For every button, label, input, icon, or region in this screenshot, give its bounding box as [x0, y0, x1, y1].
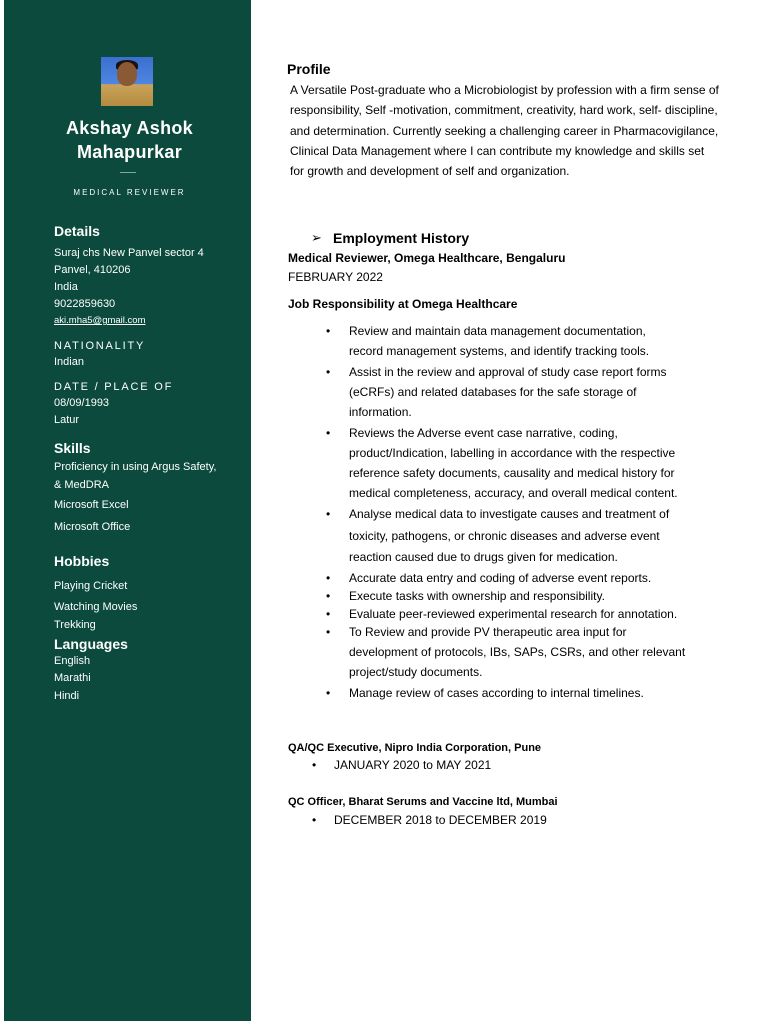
responsibility-line: (eCRFs) and related databases for the safe storage of	[349, 385, 637, 399]
bullet-icon: •	[326, 507, 331, 521]
avatar-face	[117, 62, 137, 86]
language-item: Marathi	[54, 672, 91, 684]
bullet-icon: •	[326, 426, 331, 440]
bullet-icon: •	[312, 813, 317, 827]
skill-item: Microsoft Office	[54, 521, 131, 533]
hobbies-heading: Hobbies	[54, 553, 110, 569]
responsibility-line: product/Indication, labelling in accordance with the respective	[349, 446, 676, 460]
hobby-item: Playing Cricket	[54, 580, 128, 592]
responsibility-line: Manage review of cases according to internal timelines.	[349, 686, 644, 700]
birthplace-value: Latur	[54, 414, 80, 426]
bullet-icon: •	[326, 365, 331, 379]
email-link[interactable]: aki.mha5@gmail.com	[54, 315, 146, 326]
job3-date: DECEMBER 2018 to DECEMBER 2019	[334, 813, 547, 827]
responsibility-line: project/study documents.	[349, 665, 483, 679]
job-role: MEDICAL REVIEWER	[73, 188, 186, 197]
language-item: English	[54, 655, 91, 667]
bullet-icon: •	[326, 589, 331, 603]
responsibility-line: Analyse medical data to investigate causes and treatment of	[349, 507, 670, 521]
responsibility-line: Assist in the review and approval of study case report forms	[349, 365, 667, 379]
skill-item: Proficiency in using Argus Safety,	[54, 461, 217, 473]
profile-heading: Profile	[287, 61, 331, 77]
responsibility-line: reaction caused due to drugs given for medication.	[349, 550, 618, 564]
responsibility-line: Accurate data entry and coding of adverse event reports.	[349, 571, 652, 585]
dob-label: DATE / PLACE OF	[54, 381, 174, 393]
nationality-label: NATIONALITY	[54, 340, 146, 352]
phone-number: 9022859630	[54, 298, 116, 310]
nationality-value: Indian	[54, 356, 84, 368]
address-line-2: Panvel, 410206	[54, 264, 131, 276]
arrow-bullet-icon: ➢	[311, 230, 322, 245]
bullet-icon: •	[326, 686, 331, 700]
job1-responsibility-heading: Job Responsibility at Omega Healthcare	[288, 297, 518, 311]
sidebar	[4, 0, 251, 1021]
bullet-icon: •	[326, 571, 331, 585]
profile-paragraph: A Versatile Post-graduate who a Microbiologist by profession with a firm sense of responsibility, Self -motivation, commitment, creativity, hard work, self- discipline, and determination. Currently seeking a challenging career in Pharmacovigilance, Clinical Data Management where I can contribute my knowledge and skills set for growth and development of self and organization.	[290, 83, 719, 179]
address-line-1: Suraj chs New Panvel sector 4	[54, 247, 204, 259]
skill-item: Microsoft Excel	[54, 499, 129, 511]
responsibility-line: To Review and provide PV therapeutic area input for	[349, 625, 627, 639]
name-line-1: Akshay Ashok	[66, 118, 193, 138]
bullet-icon: •	[326, 324, 331, 338]
hobby-item: Trekking	[54, 619, 96, 631]
skills-heading: Skills	[54, 440, 91, 456]
job2-title: QA/QC Executive, Nipro India Corporation, Pune	[288, 742, 542, 754]
responsibility-line: Reviews the Adverse event case narrative, coding,	[349, 426, 618, 440]
responsibility-line: Review and maintain data management documentation,	[349, 324, 646, 338]
bullet-icon: •	[312, 758, 317, 772]
address-country: India	[54, 281, 78, 293]
name-line-2: Mahapurkar	[76, 142, 183, 162]
name-divider	[120, 172, 136, 173]
responsibility-line: reference safety documents, causality and medical history for	[349, 466, 675, 480]
responsibility-line: information.	[349, 405, 412, 419]
job2-date: JANUARY 2020 to MAY 2021	[334, 758, 492, 772]
skill-item: & MedDRA	[54, 479, 110, 491]
avatar	[101, 57, 153, 106]
details-heading: Details	[54, 223, 100, 239]
job1-title: Medical Reviewer, Omega Healthcare, Bengaluru	[288, 251, 566, 265]
bullet-icon: •	[326, 607, 331, 621]
responsibility-line: record management systems, and identify tracking tools.	[349, 344, 650, 358]
job1-date: FEBRUARY 2022	[288, 270, 383, 284]
job3-title: QC Officer, Bharat Serums and Vaccine ltd, Mumbai	[288, 796, 558, 808]
responsibility-line: development of protocols, IBs, SAPs, CSRs, and other relevant	[349, 645, 686, 659]
responsibility-line: Execute tasks with ownership and responsibility.	[349, 589, 605, 603]
language-item: Hindi	[54, 690, 80, 702]
responsibility-line: toxicity, pathogens, or chronic diseases and adverse event	[349, 529, 660, 543]
hobby-item: Watching Movies	[54, 601, 138, 613]
dob-value: 08/09/1993	[54, 397, 110, 409]
employment-heading: Employment History	[333, 230, 470, 246]
bullet-icon: •	[326, 625, 331, 639]
responsibility-line: medical completeness, accuracy, and overall medical content.	[349, 486, 678, 500]
responsibility-line: Evaluate peer-reviewed experimental research for annotation.	[349, 607, 678, 621]
languages-heading: Languages	[54, 636, 128, 652]
